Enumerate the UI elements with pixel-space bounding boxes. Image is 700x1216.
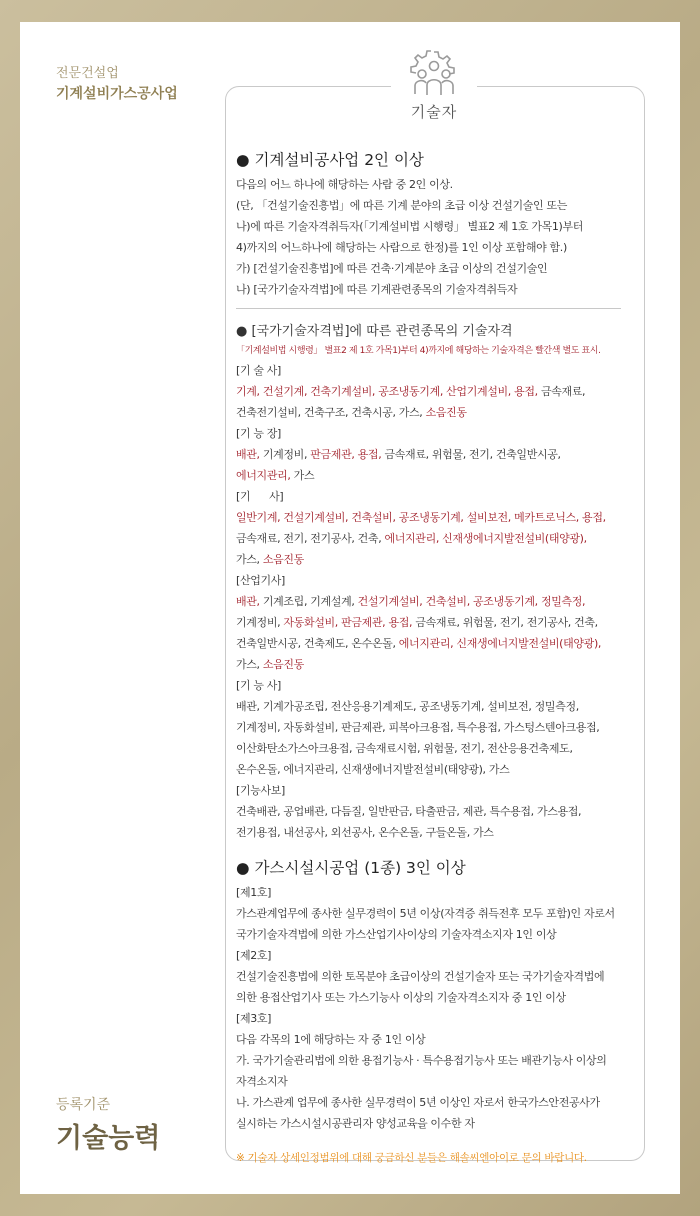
section1-line: 나) [국가기술자격법]에 따른 기계관련종목의 기술자격취득자 [236,283,518,296]
section3-line: 가. 국가기술관리법에 의한 용접기능사 · 특수용접기능사 또는 배관기능사 이상의 [236,1054,607,1067]
section1-title: ● 기계설비공사업 2인 이상 [236,151,424,169]
technician-badge [391,49,477,139]
red-items: 소음진동 [425,406,467,419]
group-line: 배관, 기계가공조립, 전산응용기계제도, 공조냉동기계, 설비보전, 정밀측정, [236,700,579,713]
section1-line: (단, 「건설기술진흥법」에 따른 기계 분야의 초급 이상 건설기술인 또는 [236,199,568,212]
group-line [236,444,636,465]
group-line: 온수온돌, 에너지관리, 신재생에너지발전설비(태양광), 가스 [236,763,510,776]
group-line [236,402,636,423]
technician-panel [225,86,645,1164]
section3-line: [제3호] [236,1012,272,1025]
section3-line: [제1호] [236,886,272,899]
section3-title: ● 가스시설시공업 (1종) 3인 이상 [236,859,466,877]
panel-content [236,149,636,1168]
items: 가스 [290,469,315,482]
section1-line: 다음의 어느 하나에 해당하는 사람 중 2인 이상. [236,178,453,191]
red-items: 에너지관리, [236,469,291,482]
footer-inquiry-note: ※ 기술자 상세인정범위에 대해 궁금하신 분들은 해솔씨엔아이로 문의 바랍니다. [236,1152,587,1164]
people-gear-icon [405,49,463,99]
section1-line: 나)에 따른 기술자격취득자(「기계설비법 시행령」 별표2 제 1호 가목1)부터 [236,220,584,233]
section3-line: 건설기술진흥법에 의한 토목분야 초급이상의 건설기술자 또는 국가기술자격법에 [236,970,605,983]
category-sub: 전문건설업 [56,66,119,81]
group-line [236,633,636,654]
group-label: [기능사보] [236,784,285,797]
items: 금속재료, 위험물, 전기, 건축일반시공, [381,448,561,461]
group-label: [산업기사] [236,574,285,587]
section2-title: ● [국가기술자격법]에 따른 관련종목의 기술자격 [236,324,513,339]
section-divider [236,308,621,309]
group-line [236,549,636,570]
group-line: 전기용접, 내선공사, 외선공사, 온수온돌, 구들온돌, 가스 [236,826,494,839]
red-items: 기계, 건설기계, 건축기계설비, 공조냉동기계, 산업기계설비, 용접, [236,385,538,398]
red-items: 일반기계, 건설기계설비, 건축설비, 공조냉동기계, 설비보전, 메카트로닉스, 용접, [236,511,606,524]
section3-line: 국가기술자격법에 의한 가스산업기사이상의 기술자격소지자 1인 이상 [236,928,557,941]
section3-line: [제2호] [236,949,272,962]
items: 금속재료, 전기, 전기공사, 건축, [236,532,385,545]
group-line: 건축배관, 공업배관, 다듬질, 일반판금, 타출판금, 제관, 특수용접, 가스용접, [236,805,582,818]
group-label: [기 술 사] [236,364,282,377]
group-label: [기 사] [236,490,284,503]
items: 가스, [236,553,263,566]
section1-line: 가) [건설기술진흥법]에 따른 건축·기계분야 초급 이상의 건설기술인 [236,262,548,275]
items: 건축전기설비, 건축구조, 건축시공, 가스, [236,406,426,419]
criteria-sub: 등록기준 [56,1097,111,1113]
red-items: 소음진동 [262,553,304,566]
group-label: [기 능 사] [236,679,282,692]
red-items: 배관, [236,448,260,461]
section2-note: 「기계설비법 시행령」 별표2 제 1호 가목1)부터 4)까지에 해당하는 기술자격은 빨간색 별도 표시. [236,346,601,356]
section3-line: 실시하는 가스시설시공관리자 양성교육을 이수한 자 [236,1117,475,1130]
items: 가스, [236,658,263,671]
group-label: [기 능 장] [236,427,282,440]
group-line [236,654,636,675]
group-line [236,507,636,528]
red-items: 에너지관리, 신재생에너지발전설비(태양광), [398,637,602,650]
group-line [236,612,636,633]
red-items: 자동화설비, 판금제관, 용접, [283,616,413,629]
items: 기계정비, [259,448,311,461]
section3-line: 다음 각목의 1에 해당하는 자 중 1인 이상 [236,1033,426,1046]
group-line: 이산화탄소가스아크용접, 금속재료시험, 위험물, 전기, 전산응용건축제도, [236,742,573,755]
red-items: 배관, [236,595,260,608]
section3-line: 가스관계업무에 종사한 실무경력이 5년 이상(자격증 취득전후 모두 포함)인 자로서 [236,907,615,920]
group-line: 기계정비, 자동화설비, 판금제관, 피복아크용접, 특수용접, 가스텅스텐아크용접, [236,721,600,734]
category-heading [56,64,178,104]
section1-line: 4)까지의 어느하나에 해당하는 사람으로 한정)를 1인 이상 포함해야 함.) [236,241,567,254]
group-line [236,528,636,549]
items: 금속재료, [537,385,586,398]
section3-line: 나. 가스관계 업무에 종사한 실무경력이 5년 이상인 자로서 한국가스안전공사가 [236,1096,600,1109]
category-title: 기계설비가스공사업 [56,86,178,102]
red-items: 소음진동 [262,658,304,671]
items: 건축일반시공, 건축제도, 온수온돌, [236,637,399,650]
items: 기계정비, [236,616,284,629]
badge-label: 기술자 [410,103,458,121]
section3-line: 의한 용접산업기사 또는 가스기능사 이상의 기술자격소지자 중 1인 이상 [236,991,566,1004]
items: 기계조립, 기계설계, [259,595,358,608]
main-card [20,22,680,1194]
section3-line: 자격소지자 [236,1075,288,1088]
red-items: 에너지관리, 신재생에너지발전설비(태양광), [384,532,587,545]
group-line [236,465,636,486]
criteria-title: 기술능력 [56,1123,161,1154]
red-items: 건설기계설비, 건축설비, 공조냉동기계, 정밀측정, [357,595,586,608]
items: 금속재료, 위험물, 전기, 전기공사, 건축, [412,616,598,629]
criteria-heading [56,1094,160,1158]
group-line [236,591,636,612]
red-items: 판금제관, 용접, [310,448,382,461]
group-line [236,381,636,402]
